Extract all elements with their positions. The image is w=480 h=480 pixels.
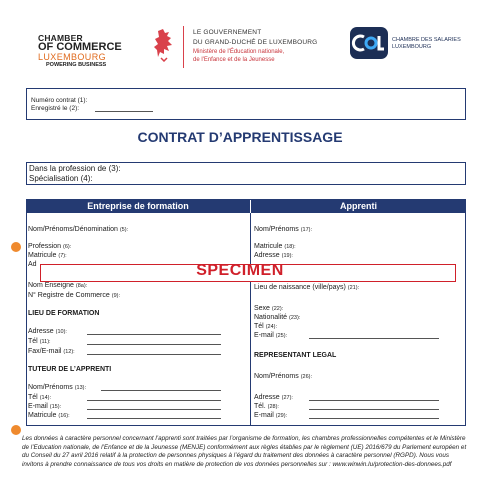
binder-dot-icon: [11, 425, 21, 435]
registered-date-field[interactable]: [95, 111, 153, 112]
legal-rep-email-label: E-mail (29):: [254, 412, 288, 419]
enterprise-name-label: Nom/Prénoms/Dénomination (5):: [28, 226, 129, 233]
gov-line2: DU GRAND-DUCHÉ DE LUXEMBOURG: [193, 39, 318, 46]
birthplace-label: Lieu de naissance (ville/pays) (21):: [254, 284, 360, 291]
training-tel-label: Tél (11):: [28, 338, 51, 345]
csl-logo-icon: [350, 27, 388, 59]
tutor-title: TUTEUR DE L’APPRENTI: [28, 366, 112, 373]
training-address-label: Adresse (10):: [28, 328, 67, 335]
training-fax-label: Fax/E-mail (12):: [28, 348, 75, 355]
commerce-register-label: N° Registre de Commerce (9):: [28, 292, 120, 299]
coc-logo-tagline: POWERING BUSINESS: [46, 62, 107, 68]
page-title: CONTRAT D’APPRENTISSAGE: [137, 129, 343, 145]
contract-number-label: Numéro contrat (1):: [31, 97, 88, 104]
column-divider: [250, 213, 251, 426]
coc-logo-line3: LUXEMBOURG: [38, 52, 107, 62]
privacy-footer: Les données à caractère personnel concernant l’apprenti sont traitées par l’organisme de formation, les chambres professionnelles compétentes et le Ministère de l’Education nationale, de l’Enfance et de la Jeunesse (MENJE) conformément aux règles établies par le règlement (UE) 2016/679 du Parlement européen et du Conseil du 27 avril 2016 relatif à la protection de personnes physiques à l’égard du traitement des données à caractère personnel (RGPD). Nous vous invitons à prendre connaissance de tous vos droits en matière de protection de vos données personnelles sur : www.winwin.lu/protection-des-donnees.pdf: [22, 435, 467, 468]
registered-date-label: Enregistré le (2):: [31, 105, 80, 112]
csl-line2: LUXEMBOURG: [392, 44, 432, 50]
binder-dot-icon: [11, 242, 21, 252]
apprentice-header: Apprenti: [251, 199, 466, 213]
training-place-title: LIEU DE FORMATION: [28, 310, 100, 317]
tutor-matricule-field[interactable]: [87, 418, 221, 419]
enterprise-matricule-label: Matricule (7):: [28, 252, 67, 259]
sex-label: Sexe (22):: [254, 305, 284, 312]
gov-line1: LE GOUVERNEMENT: [193, 29, 262, 36]
tutor-name-field[interactable]: [101, 390, 221, 391]
apprentice-tel-label: Tél (24):: [254, 323, 277, 330]
gov-line4: de l'Enfance et de la Jeunesse: [193, 57, 275, 63]
gov-line3: Ministère de l'Éducation nationale,: [193, 49, 285, 55]
specialisation-label: Spécialisation (4):: [29, 174, 93, 183]
coc-logo-line1: CHAMBER: [38, 33, 83, 43]
profession-label: Dans la profession de (3):: [29, 164, 121, 173]
legal-rep-tel-label: Tél. (28):: [254, 403, 279, 410]
legal-rep-title: REPRESENTANT LEGAL: [254, 352, 337, 359]
training-tel-field[interactable]: [87, 344, 221, 345]
legal-rep-address-field[interactable]: [309, 400, 439, 401]
legal-rep-tel-field[interactable]: [309, 409, 439, 410]
training-address-field[interactable]: [87, 334, 221, 335]
enterprise-header: Entreprise de formation: [26, 199, 250, 213]
legal-rep-name-label: Nom/Prénoms (26):: [254, 373, 312, 380]
tutor-name-label: Nom/Prénoms (13):: [28, 384, 86, 391]
nationality-label: Nationalité (23):: [254, 314, 301, 321]
apprentice-email-label: E-mail (25):: [254, 332, 288, 339]
contract-number-box: [26, 88, 466, 120]
gov-separator: [183, 26, 184, 68]
apprentice-address-label: Adresse (19):: [254, 252, 293, 259]
enterprise-sign-label: Nom Enseigne (8a):: [28, 282, 88, 289]
apprentice-email-field[interactable]: [309, 338, 439, 339]
tutor-matricule-label: Matricule (16):: [28, 412, 70, 419]
enterprise-profession-label: Profession (6):: [28, 243, 72, 250]
legal-rep-address-label: Adresse (27):: [254, 394, 293, 401]
enterprise-address-label: Ad: [28, 261, 37, 268]
training-fax-field[interactable]: [87, 354, 221, 355]
lion-icon: [152, 28, 176, 62]
tutor-email-field[interactable]: [87, 409, 221, 410]
coc-logo-line2: OF COMMERCE: [38, 41, 122, 53]
apprentice-matricule-label: Matricule (18):: [254, 243, 296, 250]
apprentice-name-label: Nom/Prénoms (17):: [254, 226, 312, 233]
legal-rep-email-field[interactable]: [309, 418, 439, 419]
tutor-tel-label: Tél (14):: [28, 394, 51, 401]
tutor-tel-field[interactable]: [87, 400, 221, 401]
csl-line1: CHAMBRE DES SALARIES: [392, 37, 461, 43]
specimen-watermark: SPECIMEN: [196, 262, 284, 279]
tutor-email-label: E-mail (15):: [28, 403, 62, 410]
